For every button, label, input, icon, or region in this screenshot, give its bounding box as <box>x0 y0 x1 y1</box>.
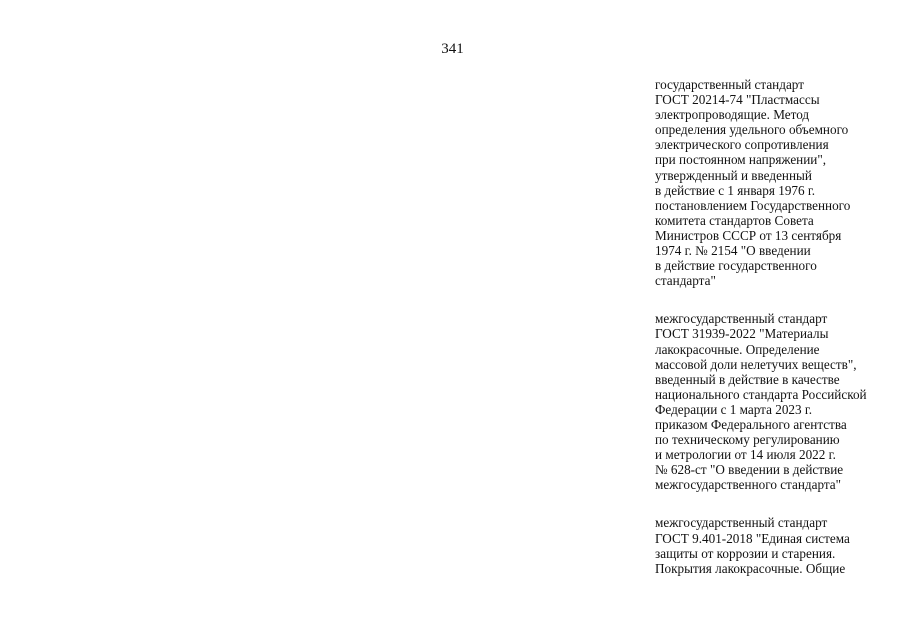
entry-line: 1974 г. № 2154 "О введении <box>655 243 811 259</box>
entry-line: Покрытия лакокрасочные. Общие <box>655 560 846 576</box>
entry-line: приказом Федерального агентства <box>655 416 847 432</box>
entry-line: определения удельного объемного <box>655 122 849 138</box>
entry-line: в действие с 1 января 1976 г. <box>655 182 816 198</box>
entry-line: защиты от коррозии и старения. <box>655 545 836 561</box>
text-column <box>655 77 895 599</box>
standard-entry-gost-20214-74 <box>655 77 895 288</box>
entry-line: межгосударственного стандарта" <box>655 477 842 493</box>
entry-line: ГОСТ 20214-74 "Пластмассы <box>655 92 820 108</box>
entry-line: ГОСТ 9.401-2018 "Единая система <box>655 530 850 546</box>
entry-line: ГОСТ 31939-2022 "Материалы <box>655 326 829 342</box>
entry-line: лакокрасочные. Определение <box>655 341 820 357</box>
entry-line: стандарта" <box>655 273 716 289</box>
standard-entry-gost-31939-2022 <box>655 311 895 492</box>
entry-line: массовой доли нелетучих веществ", <box>655 356 857 372</box>
entry-line: Министров СССР от 13 сентября <box>655 227 842 243</box>
entry-line: электрического сопротивления <box>655 137 829 153</box>
entry-line: утвержденный и введенный <box>655 167 812 183</box>
entry-line: межгосударственный стандарт <box>655 515 828 531</box>
entry-line: электропроводящие. Метод <box>655 107 810 123</box>
entry-line: комитета стандартов Совета <box>655 212 814 228</box>
entry-line: введенный в действие в качестве <box>655 371 840 387</box>
entry-line: по техническому регулированию <box>655 432 840 448</box>
entry-line: и метрологии от 14 июля 2022 г. <box>655 447 836 463</box>
entry-line: государственный стандарт <box>655 77 804 92</box>
entry-line: постановлением Государственного <box>655 197 851 213</box>
entry-line: в действие государственного <box>655 258 817 274</box>
entry-line: межгосударственный стандарт <box>655 311 828 327</box>
entry-line: № 628-ст "О введении в действие <box>655 462 844 478</box>
page-number: 341 <box>441 41 464 57</box>
entry-line: при постоянном напряжении", <box>655 152 827 168</box>
entry-line: национального стандарта Российской <box>655 386 867 402</box>
entry-line: Федерации с 1 марта 2023 г. <box>655 401 813 417</box>
standard-entry-gost-9-401-2018 <box>655 515 895 575</box>
